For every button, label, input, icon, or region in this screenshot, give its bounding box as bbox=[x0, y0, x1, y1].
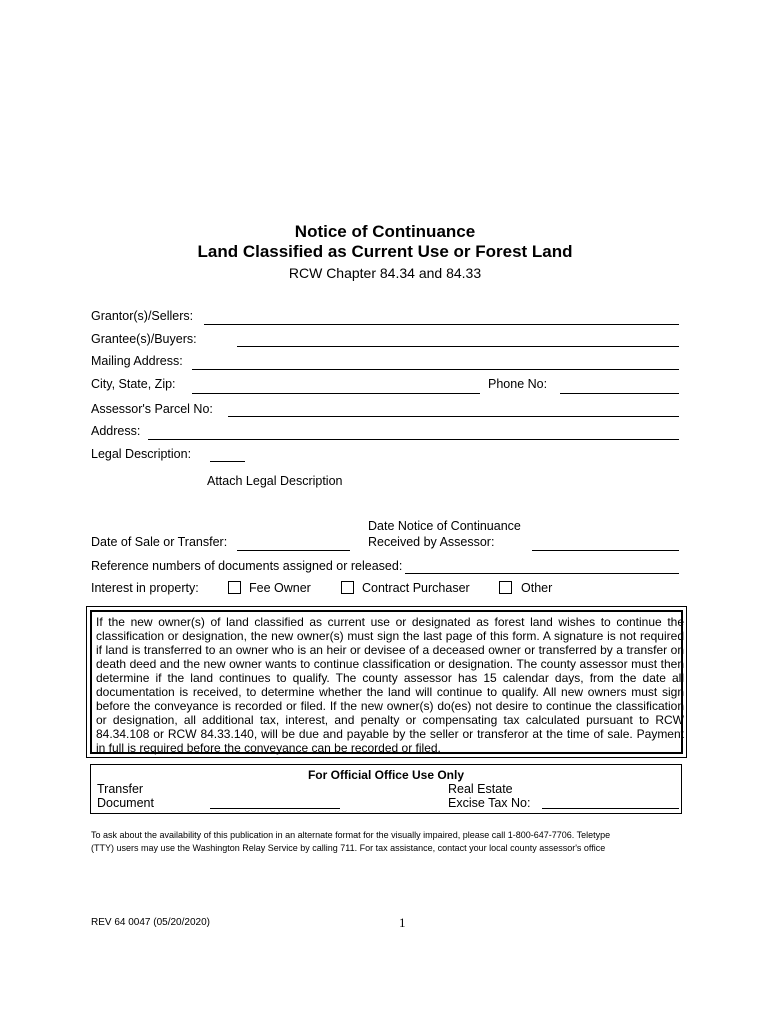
legal-description-field[interactable] bbox=[210, 461, 245, 462]
mailing-address-label: Mailing Address: bbox=[91, 354, 183, 368]
reference-numbers-label: Reference numbers of documents assigned or released: bbox=[91, 559, 403, 573]
date-of-sale-field[interactable] bbox=[237, 550, 350, 551]
address-field[interactable] bbox=[148, 439, 679, 440]
fee-owner-label: Fee Owner bbox=[249, 581, 311, 595]
notice-text: If the new owner(s) of land classified as current use or designated as forest land wishes to continue the classification or designation, the new owner(s) must sign the last page of this form. A signature is not required if land is transferred to an owner who is an heir or devisee of a deceased owner or transferred by a transfer on death deed and the new owner wants to continue classification or designation. The county assessor must then determine if the land continues to qualify. The county assessor has 15 calendar days, from the date all documentation is received, to determine whether the land will continue to qualify. All new owners must sign before the conveyance is recorded or filed. If the new owner(s) do(es) not desire to continue the classification or designation, all additional tax, interest, and penalty or compensating tax calculated pursuant to RCW 84.34.108 or RCW 84.33.140, will be due and payable by the seller or transferor at the time of sale. Payment in full is required before the conveyance can be recorded or filed. bbox=[96, 615, 684, 755]
city-state-zip-field[interactable] bbox=[192, 393, 480, 394]
city-state-zip-label: City, State, Zip: bbox=[91, 377, 176, 391]
grantee-label: Grantee(s)/Buyers: bbox=[91, 332, 197, 346]
phone-field[interactable] bbox=[560, 393, 679, 394]
excise-label-line2: Excise Tax No: bbox=[448, 796, 531, 810]
date-notice-label-line1: Date Notice of Continuance bbox=[368, 519, 521, 533]
date-notice-label-line2: Received by Assessor: bbox=[368, 535, 495, 549]
parcel-number-field[interactable] bbox=[228, 416, 679, 417]
office-use-title: For Official Office Use Only bbox=[307, 768, 465, 782]
parcel-number-label: Assessor's Parcel No: bbox=[91, 402, 213, 416]
excise-tax-field[interactable] bbox=[542, 808, 679, 809]
transfer-label-line2: Document bbox=[97, 796, 154, 810]
interest-label: Interest in property: bbox=[91, 581, 199, 595]
other-label: Other bbox=[521, 581, 553, 595]
transfer-label-line1: Transfer bbox=[97, 782, 144, 796]
legal-description-label: Legal Description: bbox=[91, 447, 192, 461]
grantee-field[interactable] bbox=[237, 346, 679, 347]
accessibility-note-line2: (TTY) users may use the Washington Relay Service by calling 711. For tax assistance, contact your local county assessor's office bbox=[91, 843, 606, 853]
contract-purchaser-label: Contract Purchaser bbox=[362, 581, 470, 595]
address-label: Address: bbox=[91, 424, 141, 438]
phone-label: Phone No: bbox=[488, 377, 548, 391]
accessibility-note-line1: To ask about the availability of this publication in an alternate format for the visually impaired, please call 1-800-647-7706. Teletype bbox=[91, 830, 611, 840]
grantor-field[interactable] bbox=[204, 324, 679, 325]
date-of-sale-label: Date of Sale or Transfer: bbox=[91, 535, 228, 549]
contract-purchaser-checkbox[interactable] bbox=[341, 581, 354, 594]
attach-legal-description: Attach Legal Description bbox=[207, 474, 343, 488]
form-subtitle: Land Classified as Current Use or Forest Land bbox=[197, 242, 573, 261]
notice-box-inner bbox=[90, 610, 683, 754]
excise-label-line1: Real Estate bbox=[448, 782, 513, 796]
reference-numbers-field[interactable] bbox=[405, 573, 679, 574]
office-use-box bbox=[90, 764, 682, 814]
form-title: Notice of Continuance bbox=[294, 222, 476, 241]
mailing-address-field[interactable] bbox=[192, 369, 679, 370]
fee-owner-checkbox[interactable] bbox=[228, 581, 241, 594]
form-id: REV 64 0047 (05/20/2020) bbox=[91, 917, 210, 928]
date-notice-field[interactable] bbox=[532, 550, 679, 551]
notice-box bbox=[86, 606, 687, 758]
other-checkbox[interactable] bbox=[499, 581, 512, 594]
statute-reference: RCW Chapter 84.34 and 84.33 bbox=[288, 265, 482, 281]
grantor-label: Grantor(s)/Sellers: bbox=[91, 309, 194, 323]
page-number: 1 bbox=[399, 915, 406, 930]
transfer-document-field[interactable] bbox=[210, 808, 340, 809]
